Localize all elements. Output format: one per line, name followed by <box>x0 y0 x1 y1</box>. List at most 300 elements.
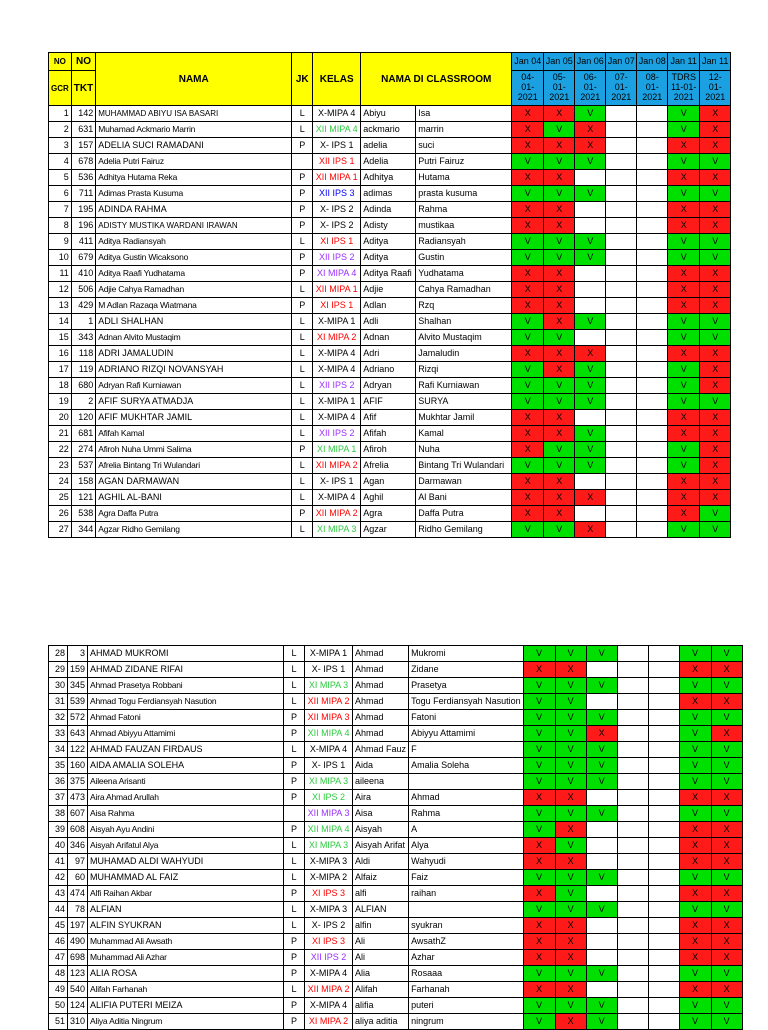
classroom-first-name: Adisty <box>361 218 416 234</box>
table-row <box>49 394 731 410</box>
classroom-first-name: Ahmad <box>353 726 409 742</box>
attendance-mark: X <box>523 790 555 806</box>
student-name: Afifah Kamal <box>96 426 292 442</box>
attendance-mark: X <box>523 838 555 854</box>
attendance-mark <box>606 458 637 474</box>
gender: P <box>284 790 305 806</box>
class-name: X-MIPA 3 <box>305 902 353 918</box>
student-name: Aditya Raafi Yudhatama <box>96 266 292 282</box>
attendance-mark <box>617 742 648 758</box>
gender: L <box>292 346 313 362</box>
gender: P <box>284 710 305 726</box>
student-name: Aditya Radiansyah <box>96 234 292 250</box>
attendance-mark <box>617 694 648 710</box>
attendance-mark <box>606 234 637 250</box>
attendance-mark: V <box>586 998 617 1014</box>
classroom-last-name: Radiansyah <box>416 234 512 250</box>
attendance-mark <box>575 266 606 282</box>
row-number: 51 <box>49 1014 68 1030</box>
attendance-mark: X <box>700 282 731 298</box>
attendance-mark <box>586 886 617 902</box>
ticket-number: 538 <box>71 506 95 522</box>
header-nama: NAMA <box>96 53 292 106</box>
class-name: XI IPS 1 <box>313 234 361 250</box>
class-name: X- IPS 1 <box>313 138 361 154</box>
attendance-mark: X <box>679 822 711 838</box>
attendance-mark: V <box>555 646 586 662</box>
table-row <box>49 678 743 694</box>
row-number: 12 <box>49 282 72 298</box>
ticket-number: 537 <box>71 458 95 474</box>
attendance-mark: V <box>555 998 586 1014</box>
student-name: Ahmad Abiyyu Attamimi <box>88 726 284 742</box>
table-row <box>49 662 743 678</box>
attendance-mark: X <box>679 886 711 902</box>
classroom-first-name: Ali <box>353 950 409 966</box>
attendance-mark: V <box>711 902 742 918</box>
attendance-mark: X <box>523 934 555 950</box>
classroom-first-name: alfin <box>353 918 409 934</box>
student-name: Afrelia Bintang Tri Wulandari <box>96 458 292 474</box>
ticket-number: 346 <box>68 838 88 854</box>
classroom-first-name: Ahmad <box>353 678 409 694</box>
attendance-mark: V <box>668 106 700 122</box>
row-number: 38 <box>49 806 68 822</box>
classroom-last-name: Alya <box>409 838 524 854</box>
attendance-mark <box>648 934 679 950</box>
attendance-mark: V <box>668 186 700 202</box>
class-name: XII MIPA 4 <box>305 726 353 742</box>
attendance-mark <box>637 170 668 186</box>
attendance-mark <box>606 442 637 458</box>
attendance-mark: X <box>512 106 544 122</box>
class-name: XI MIPA 2 <box>305 1014 353 1030</box>
attendance-mark: V <box>711 678 742 694</box>
class-name: X-MIPA 4 <box>313 362 361 378</box>
attendance-mark <box>617 854 648 870</box>
gender: L <box>292 490 313 506</box>
attendance-mark <box>617 774 648 790</box>
row-number: 2 <box>49 122 72 138</box>
header-date: Jan 07 <box>606 53 637 71</box>
attendance-mark <box>586 982 617 998</box>
attendance-mark <box>648 662 679 678</box>
classroom-last-name: suci <box>416 138 512 154</box>
attendance-mark: V <box>586 742 617 758</box>
class-name: XII MIPA 2 <box>313 458 361 474</box>
attendance-mark <box>617 758 648 774</box>
table-row <box>49 426 731 442</box>
attendance-mark <box>586 662 617 678</box>
gender: P <box>284 934 305 950</box>
table-row <box>49 742 743 758</box>
attendance-mark: V <box>544 154 575 170</box>
attendance-mark: X <box>512 442 544 458</box>
attendance-mark: X <box>700 122 731 138</box>
header-date: Jan 08 <box>637 53 668 71</box>
attendance-mark: X <box>512 506 544 522</box>
classroom-last-name: Hutama <box>416 170 512 186</box>
class-name: XI IPS 2 <box>305 790 353 806</box>
class-name: XI IPS 3 <box>305 934 353 950</box>
gender: P <box>284 966 305 982</box>
attendance-mark <box>586 694 617 710</box>
attendance-table-1 <box>48 52 731 538</box>
classroom-first-name: Adjie <box>361 282 416 298</box>
ticket-number: 345 <box>68 678 88 694</box>
attendance-mark <box>648 774 679 790</box>
attendance-mark: V <box>544 330 575 346</box>
attendance-mark <box>637 410 668 426</box>
table-row <box>49 346 731 362</box>
attendance-mark: V <box>586 870 617 886</box>
gender: L <box>292 394 313 410</box>
classroom-first-name: Ahmad <box>353 646 409 662</box>
attendance-mark <box>617 726 648 742</box>
table-row <box>49 170 731 186</box>
classroom-first-name: Adryan <box>361 378 416 394</box>
row-number: 20 <box>49 410 72 426</box>
attendance-mark: X <box>711 934 742 950</box>
attendance-mark: V <box>555 902 586 918</box>
attendance-mark: X <box>700 490 731 506</box>
attendance-mark: V <box>523 822 555 838</box>
attendance-mark: V <box>512 394 544 410</box>
attendance-mark <box>648 806 679 822</box>
classroom-last-name: puteri <box>409 998 524 1014</box>
class-name: X- IPS 1 <box>305 758 353 774</box>
attendance-mark: X <box>555 662 586 678</box>
student-name: M Adlan Razaqa Wiatmana <box>96 298 292 314</box>
row-number: 33 <box>49 726 68 742</box>
attendance-mark <box>648 742 679 758</box>
attendance-mark: X <box>555 790 586 806</box>
attendance-mark: V <box>711 806 742 822</box>
row-number: 32 <box>49 710 68 726</box>
table-row <box>49 950 743 966</box>
attendance-mark <box>575 218 606 234</box>
attendance-mark: X <box>679 854 711 870</box>
classroom-last-name: F <box>409 742 524 758</box>
class-name: X- IPS 2 <box>313 202 361 218</box>
classroom-first-name: Adhitya <box>361 170 416 186</box>
attendance-mark <box>586 838 617 854</box>
attendance-mark <box>637 506 668 522</box>
gender: L <box>292 426 313 442</box>
attendance-mark <box>606 266 637 282</box>
table-row <box>49 266 731 282</box>
header-row <box>49 53 731 71</box>
student-name: Adnan Alvito Mustaqim <box>96 330 292 346</box>
attendance-mark <box>617 950 648 966</box>
attendance-mark: V <box>711 710 742 726</box>
row-number: 18 <box>49 378 72 394</box>
classroom-first-name: Aditya Raafi <box>361 266 416 282</box>
ticket-number: 1 <box>71 314 95 330</box>
classroom-last-name: Togu Ferdiansyah Nasution <box>409 694 524 710</box>
table-row <box>49 506 731 522</box>
attendance-mark: X <box>679 982 711 998</box>
classroom-first-name: Aditya <box>361 250 416 266</box>
student-name: Alifah Farhanah <box>88 982 284 998</box>
classroom-first-name: Adli <box>361 314 416 330</box>
student-name: Aisyah Ayu Andini <box>88 822 284 838</box>
classroom-last-name: Yudhatama <box>416 266 512 282</box>
student-name: Aira Ahmad Arullah <box>88 790 284 806</box>
gender: L <box>292 458 313 474</box>
table-row <box>49 154 731 170</box>
classroom-first-name: Agra <box>361 506 416 522</box>
attendance-mark <box>637 394 668 410</box>
table-row <box>49 522 731 538</box>
attendance-mark: V <box>544 442 575 458</box>
classroom-last-name: Mukhtar Jamil <box>416 410 512 426</box>
attendance-mark <box>648 790 679 806</box>
attendance-mark: V <box>711 774 742 790</box>
classroom-first-name: aileena <box>353 774 409 790</box>
attendance-mark: X <box>555 950 586 966</box>
attendance-mark: X <box>555 918 586 934</box>
attendance-mark <box>606 490 637 506</box>
student-name: ADRIANO RIZQI NOVANSYAH <box>96 362 292 378</box>
gender: L <box>284 662 305 678</box>
attendance-mark: V <box>575 378 606 394</box>
attendance-mark: V <box>711 870 742 886</box>
attendance-mark: V <box>544 186 575 202</box>
attendance-mark <box>606 314 637 330</box>
row-number: 47 <box>49 950 68 966</box>
attendance-mark: X <box>711 982 742 998</box>
attendance-mark: V <box>523 966 555 982</box>
classroom-last-name: Cahya Ramadhan <box>416 282 512 298</box>
ticket-number: 119 <box>71 362 95 378</box>
attendance-mark: V <box>555 726 586 742</box>
attendance-mark: X <box>555 822 586 838</box>
attendance-mark: V <box>679 1014 711 1030</box>
attendance-mark <box>606 282 637 298</box>
student-name: ADINDA RAHMA <box>96 202 292 218</box>
attendance-mark: V <box>523 758 555 774</box>
row-number: 34 <box>49 742 68 758</box>
attendance-mark <box>637 362 668 378</box>
header-no-gcr: GCR <box>49 71 72 106</box>
attendance-mark <box>606 154 637 170</box>
ticket-number: 643 <box>68 726 88 742</box>
header-date-sub: 08- 01- 2021 <box>637 71 668 106</box>
row-number: 27 <box>49 522 72 538</box>
row-number: 3 <box>49 138 72 154</box>
ticket-number: 572 <box>68 710 88 726</box>
class-name: X-MIPA 2 <box>305 870 353 886</box>
classroom-last-name: Azhar <box>409 950 524 966</box>
attendance-mark: X <box>668 426 700 442</box>
class-name: XI MIPA 3 <box>305 678 353 694</box>
class-name: XI MIPA 3 <box>305 774 353 790</box>
attendance-mark: V <box>523 710 555 726</box>
student-name: Aisyah Arifatul Alya <box>88 838 284 854</box>
attendance-mark: X <box>679 918 711 934</box>
attendance-mark: X <box>523 854 555 870</box>
attendance-mark <box>606 138 637 154</box>
attendance-mark: X <box>711 838 742 854</box>
row-number: 1 <box>49 106 72 122</box>
gender: L <box>284 678 305 694</box>
attendance-mark: X <box>555 982 586 998</box>
header-date: Jan 05 <box>544 53 575 71</box>
gender: L <box>284 982 305 998</box>
attendance-mark <box>648 998 679 1014</box>
attendance-mark: V <box>544 458 575 474</box>
attendance-mark <box>606 250 637 266</box>
ticket-number: 160 <box>68 758 88 774</box>
attendance-mark: V <box>679 966 711 982</box>
attendance-mark <box>606 362 637 378</box>
student-name: Ahmad Fatoni <box>88 710 284 726</box>
classroom-first-name: Adinda <box>361 202 416 218</box>
attendance-mark: V <box>555 694 586 710</box>
student-name: AHMAD MUKROMI <box>88 646 284 662</box>
student-name: AHMAD FAUZAN FIRDAUS <box>88 742 284 758</box>
attendance-mark: X <box>512 410 544 426</box>
attendance-mark: V <box>711 1014 742 1030</box>
attendance-mark: X <box>700 170 731 186</box>
class-name: X-MIPA 4 <box>313 106 361 122</box>
gender: L <box>284 902 305 918</box>
header-date-sub: TDRS 11-01- 2021 <box>668 71 700 106</box>
attendance-mark <box>648 678 679 694</box>
attendance-mark: V <box>512 362 544 378</box>
classroom-first-name: Aditya <box>361 234 416 250</box>
row-number: 39 <box>49 822 68 838</box>
ticket-number: 274 <box>71 442 95 458</box>
attendance-mark: V <box>575 458 606 474</box>
header-jk: JK <box>292 53 313 106</box>
attendance-mark: V <box>711 646 742 662</box>
attendance-mark <box>575 410 606 426</box>
class-name: XII IPS 1 <box>313 154 361 170</box>
attendance-mark <box>617 822 648 838</box>
attendance-mark: X <box>523 886 555 902</box>
attendance-mark: V <box>679 678 711 694</box>
attendance-mark: X <box>575 490 606 506</box>
gender: P <box>284 886 305 902</box>
row-number: 23 <box>49 458 72 474</box>
ticket-number: 344 <box>71 522 95 538</box>
attendance-mark: X <box>523 918 555 934</box>
classroom-last-name: Jamaludin <box>416 346 512 362</box>
classroom-first-name: Afif <box>361 410 416 426</box>
attendance-mark <box>606 330 637 346</box>
attendance-mark: X <box>711 854 742 870</box>
attendance-mark: X <box>711 790 742 806</box>
attendance-mark: V <box>575 250 606 266</box>
row-number: 25 <box>49 490 72 506</box>
ticket-number: 343 <box>71 330 95 346</box>
student-name: Agzar Ridho Gemilang <box>96 522 292 538</box>
attendance-mark: X <box>668 490 700 506</box>
attendance-mark <box>637 298 668 314</box>
table-row <box>49 998 743 1014</box>
classroom-last-name: prasta kusuma <box>416 186 512 202</box>
attendance-mark: V <box>523 694 555 710</box>
table-row <box>49 490 731 506</box>
classroom-first-name: adelia <box>361 138 416 154</box>
attendance-mark <box>617 902 648 918</box>
attendance-mark: V <box>711 966 742 982</box>
student-name: MUHAMMAD ABIYU ISA BASARI <box>96 106 292 122</box>
attendance-mark: X <box>555 934 586 950</box>
attendance-mark <box>606 378 637 394</box>
attendance-mark: X <box>512 426 544 442</box>
student-name: Adelia Putri Fairuz <box>96 154 292 170</box>
classroom-first-name: Aldi <box>353 854 409 870</box>
gender <box>284 806 305 822</box>
gender: P <box>284 1014 305 1030</box>
row-number: 24 <box>49 474 72 490</box>
attendance-mark <box>617 982 648 998</box>
ticket-number: 118 <box>71 346 95 362</box>
attendance-mark: X <box>544 170 575 186</box>
ticket-number: 607 <box>68 806 88 822</box>
attendance-mark: V <box>668 362 700 378</box>
attendance-mark: V <box>586 902 617 918</box>
classroom-first-name: Aghil <box>361 490 416 506</box>
header-no-tkt: NO <box>71 53 95 71</box>
attendance-mark: X <box>668 138 700 154</box>
attendance-mark <box>575 170 606 186</box>
student-name: Aliya Aditia Ningrum <box>88 1014 284 1030</box>
gender: P <box>284 822 305 838</box>
attendance-mark <box>575 330 606 346</box>
attendance-mark: V <box>679 902 711 918</box>
attendance-mark: V <box>523 1014 555 1030</box>
row-number: 29 <box>49 662 68 678</box>
attendance-mark: V <box>668 394 700 410</box>
classroom-last-name: Putri Fairuz <box>416 154 512 170</box>
row-number: 37 <box>49 790 68 806</box>
attendance-mark: V <box>711 758 742 774</box>
classroom-last-name: Rosaaa <box>409 966 524 982</box>
attendance-mark <box>575 298 606 314</box>
ticket-number: 120 <box>71 410 95 426</box>
row-number: 31 <box>49 694 68 710</box>
row-number: 19 <box>49 394 72 410</box>
table-row <box>49 646 743 662</box>
class-name: X-MIPA 4 <box>313 490 361 506</box>
classroom-first-name: Aira <box>353 790 409 806</box>
class-name: XII IPS 3 <box>313 186 361 202</box>
attendance-mark: V <box>700 234 731 250</box>
row-number: 14 <box>49 314 72 330</box>
attendance-mark <box>606 410 637 426</box>
attendance-mark: V <box>700 250 731 266</box>
attendance-mark <box>606 106 637 122</box>
class-name: XII MIPA 2 <box>305 982 353 998</box>
gender: L <box>284 694 305 710</box>
attendance-mark: X <box>512 298 544 314</box>
table-row <box>49 330 731 346</box>
attendance-mark <box>648 886 679 902</box>
row-number: 17 <box>49 362 72 378</box>
attendance-mark: X <box>544 106 575 122</box>
header-date: Jan 11 <box>668 53 700 71</box>
attendance-mark: V <box>668 378 700 394</box>
attendance-mark: V <box>512 522 544 538</box>
student-name: AGAN DARMAWAN <box>96 474 292 490</box>
classroom-first-name: Adelia <box>361 154 416 170</box>
attendance-mark <box>575 506 606 522</box>
ticket-number: 411 <box>71 234 95 250</box>
